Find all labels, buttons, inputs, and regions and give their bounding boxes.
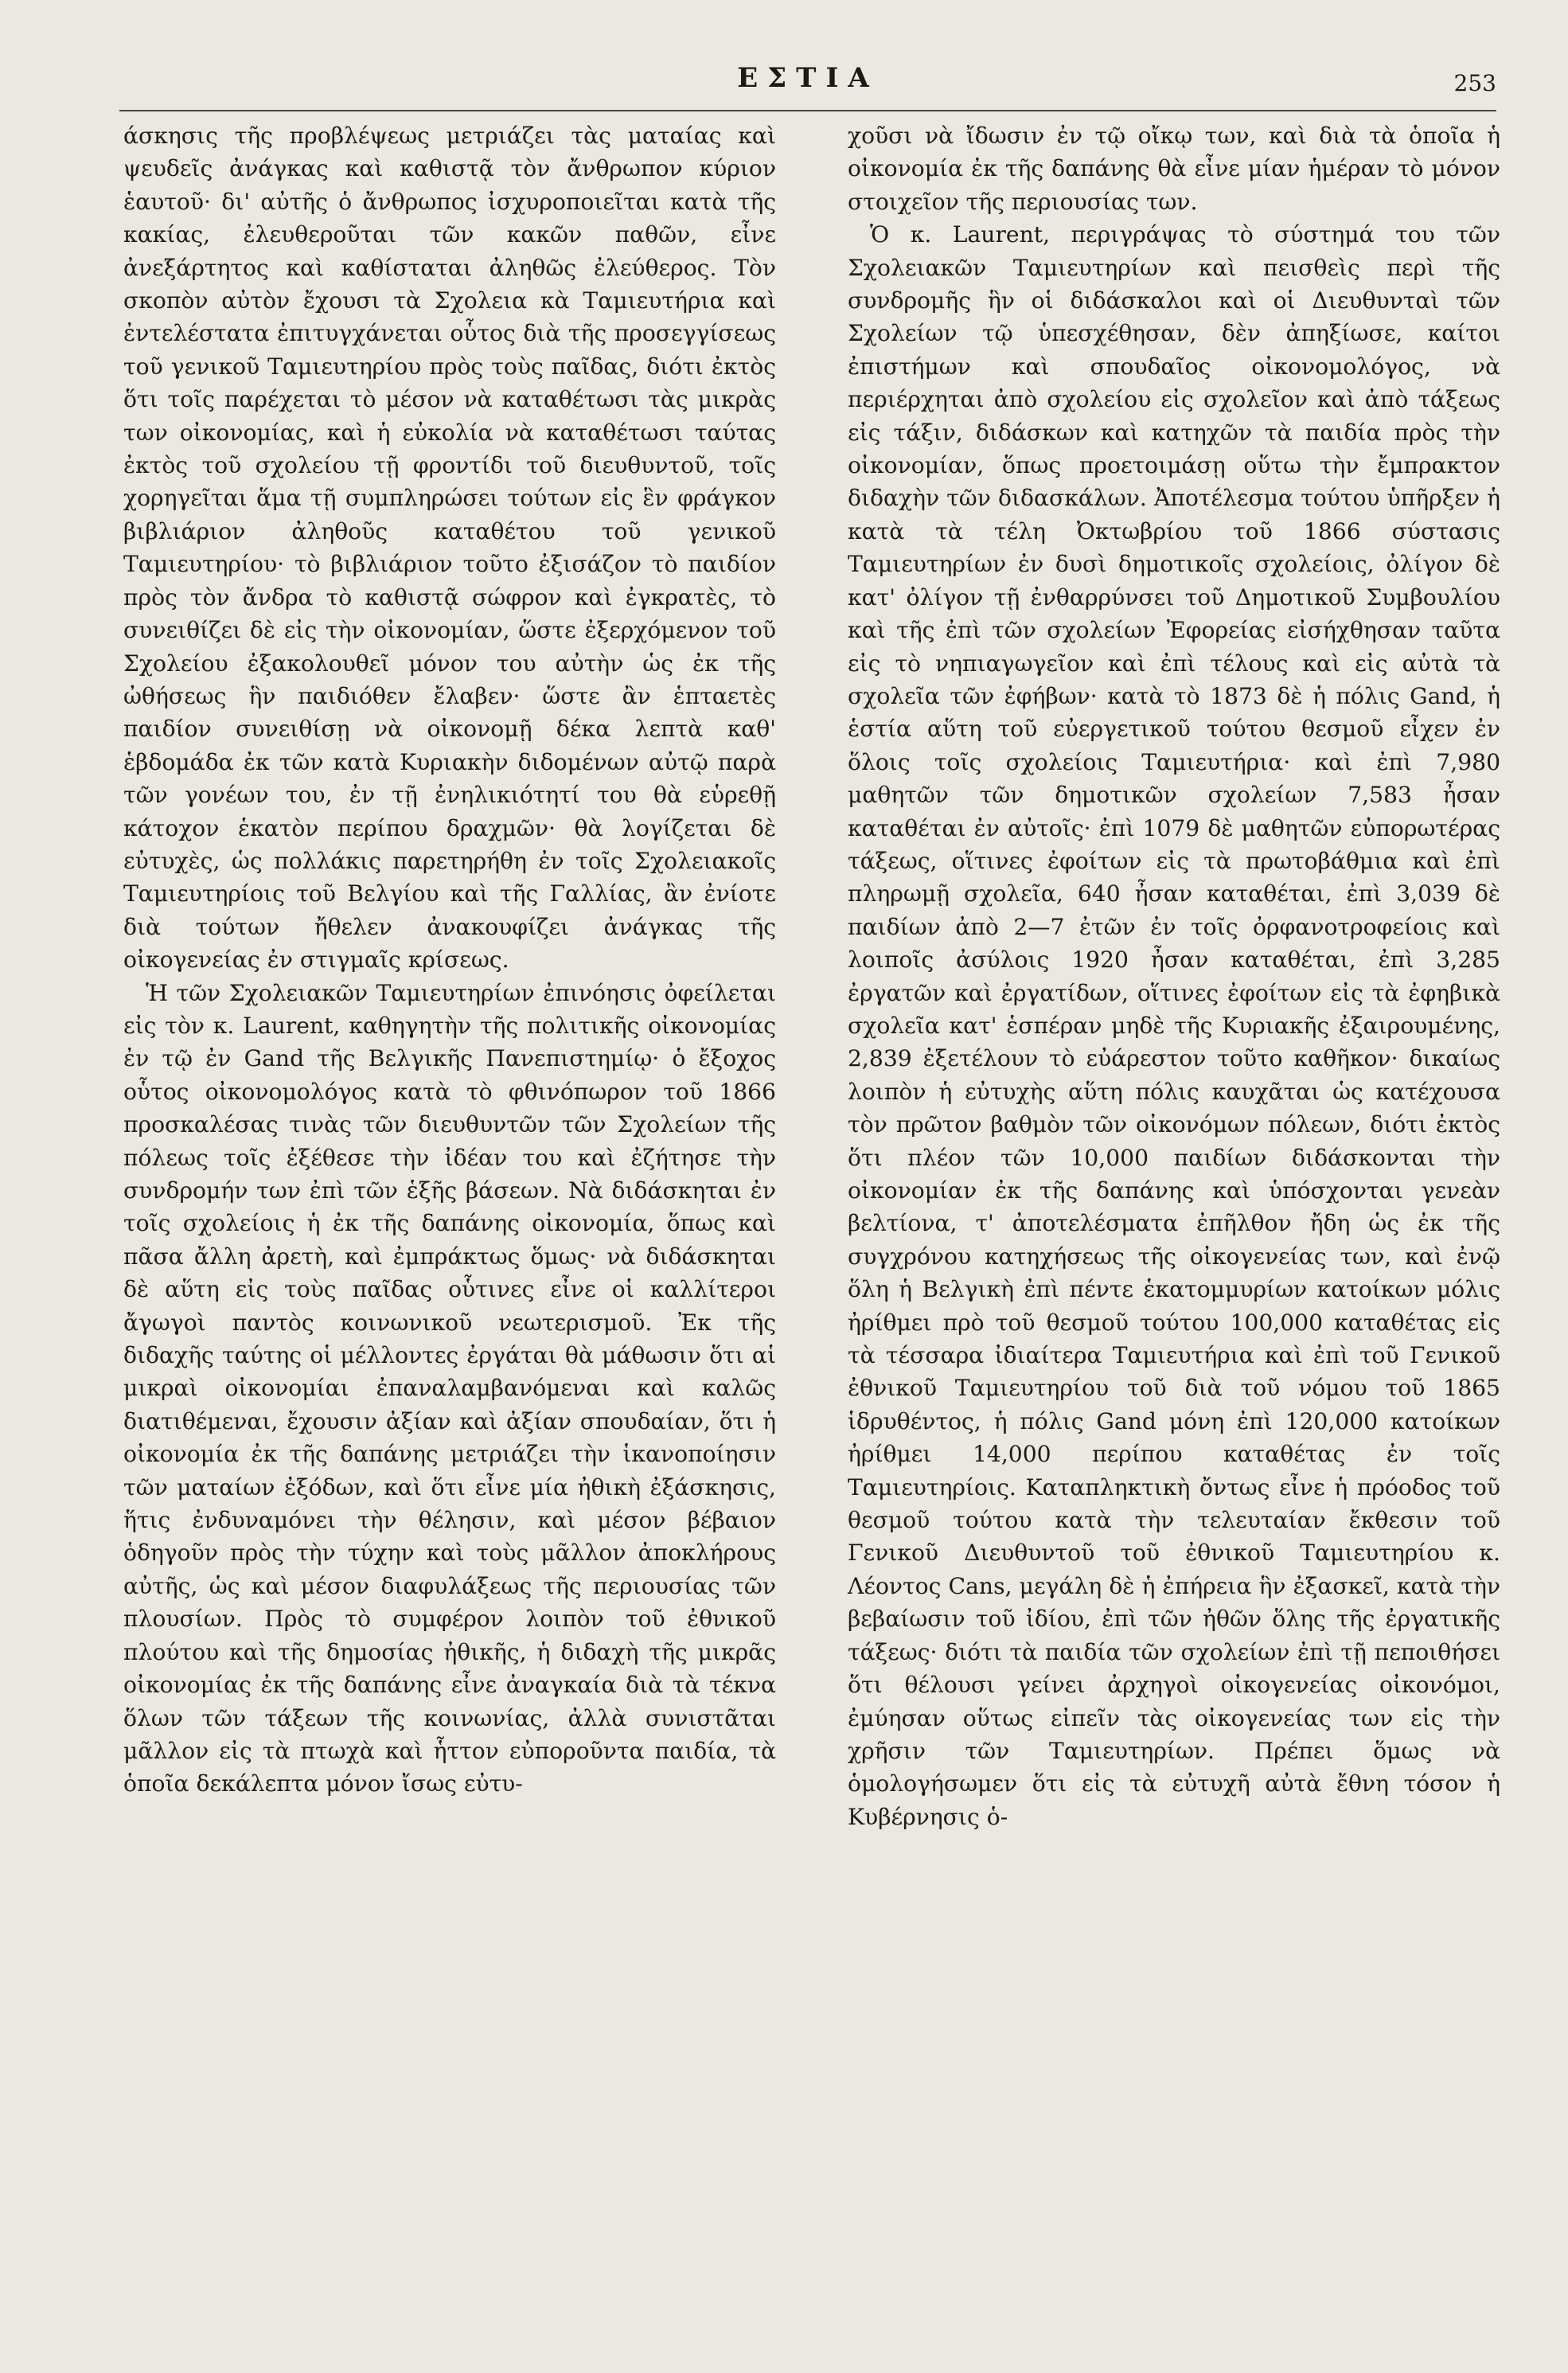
page-number: 253	[1453, 70, 1496, 96]
header-rule	[119, 110, 1496, 111]
page-header	[119, 56, 1496, 111]
left-paragraph-1: άσκησις τῆς προβλέψεως μετριάζει τὰς ματαίας καὶ ψευδεῖς ἀνάγκας καὶ καθιστᾷ τὸν ἄνθρωπον κύριον ἑαυτοῦ· δι' αὐτῆς ὁ ἄνθρωπος ἰσχυροποιεῖται κατὰ τῆς κακίας, ἐλευθεροῦται τῶν κακῶν παθῶν, εἶνε ἀνεξάρτητος καὶ καθίσταται ἀληθῶς ἐλεύθερος. Τὸν σκοπὸν αὐτὸν ἔχουσι τὰ Σχολεια κὰ Ταμιευτήρια καὶ ἐντελέστατα ἐπιτυγχάνεται οὗτος διὰ τῆς προσεγγίσεως τοῦ γενικοῦ Ταμιευτηρίου πρὸς τοὺς παῖδας, διότι ἐκτὸς ὅτι τοῖς παρέχεται τὸ μέσον νὰ καταθέτωσι τὰς μικρὰς των οἰκονομίας, καὶ ἡ εὐκολία νὰ καταθέτωσι ταύτας ἐκτὸς τοῦ σχολείου τῇ φροντίδι τοῦ διευθυντοῦ, τοῖς χορηγεῖται ἅμα τῇ συμπληρώσει τούτων εἰς ἓν φράγκον βιβλιάριον ἀληθοῦς καταθέτου τοῦ γενικοῦ Ταμιευτηρίου· τὸ βιβλιάριον τοῦτο ἐξισάζον τὸ παιδίον πρὸς τὸν ἄνδρα τὸ καθιστᾷ σώφρον καὶ ἐγκρατὲς, τὸ συνειθίζει δὲ εἰς τὴν οἰκονομίαν, ὥστε ἐξερχόμενον τοῦ Σχολείου ἐξακολουθεῖ μόνον του αὐτὴν ὡς ἐκ τῆς ὠθήσεως ἣν παιδιόθεν ἔλαβεν· ὥστε ἂν ἑπταετὲς παιδίον συνειθίσῃ νὰ οἰκονομῇ δέκα λεπτὰ καθ' ἑβδομάδα ἐκ τῶν κατὰ Κυριακὴν διδομένων αὐτῷ παρὰ τῶν γονέων του, ἐν τῇ ἐνηλικιότητί του θὰ εὑρεθῇ κάτοχον ἑκατὸν περίπου δραχμῶν· θὰ λογίζεται δὲ εὐτυχὲς, ὡς πολλάκις παρετηρήθη ἐν τοῖς Σχολειακοῖς Ταμιευτηρίοις τοῦ Βελγίου καὶ τῆς Γαλλίας, ἂν ἐνίοτε διὰ τούτων ἤθελεν ἀνακουφίζει ἀνάγκας τῆς οἰκογενείας ἐν στιγμαῖς κρίσεως.	[123, 123, 776, 974]
journal-title: ΕΣΤΙΑ	[737, 62, 879, 94]
right-paragraph-2: Ὁ κ. Laurent, περιγράψας τὸ σύστημά του τῶν Σχολειακῶν Ταμιευτηρίων καὶ πεισθεὶς περὶ τῆς συνδρομῆς ἣν οἱ διδάσκαλοι καὶ οἱ Διευθυνταὶ τῶν Σχολείων τῷ ὑπεσχέθησαν, δὲν ἀπηξίωσε, καίτοι ἐπιστήμων καὶ σπουδαῖος οἰκονομολόγος, νὰ περιέρχηται ἀπὸ σχολείου εἰς σχολεῖον καὶ ἀπὸ τάξεως εἰς τάξιν, διδάσκων καὶ κατηχῶν τὰ παιδία πρὸς τὴν οἰκονομίαν, ὅπως προετοιμάσῃ οὕτω τὴν ἔμπρακτον διδαχὴν τῶν διδασκάλων. Ἀποτέλεσμα τούτου ὑπῆρξεν ἡ κατὰ τὰ τέλη Ὀκτωβρίου τοῦ 1866 σύστασις Ταμιευτηρίων ἐν δυσὶ δημοτικοῖς σχολείοις, ὀλίγον δὲ κατ' ὀλίγον τῇ ἐνθαρρύνσει τοῦ Δημοτικοῦ Συμβουλίου καὶ τῆς ἐπὶ τῶν σχολείων Ἐφορείας εἰσήχθησαν ταῦτα εἰς τὸ νηπιαγωγεῖον καὶ ἐπὶ τέλους καὶ εἰς αὐτὰ τὰ σχολεῖα τῶν ἐφήβων· κατὰ τὸ 1873 δὲ ἡ πόλις Gand, ἡ ἑστία αὕτη τοῦ εὐεργετικοῦ τούτου θεσμοῦ εἶχεν ἐν ὅλοις τοῖς σχολείοις Ταμιευτήρια· καὶ ἐπὶ 7,980 μαθητῶν τῶν δημοτικῶν σχολείων 7,583 ἦσαν καταθέται ἐν αὐτοῖς· ἐπὶ 1079 δὲ μαθητῶν εὐπορωτέρας τάξεως, οἵτινες ἐφοίτων εἰς τὰ πρωτοβάθμια καὶ ἐπὶ πληρωμῇ σχολεῖα, 640 ἦσαν καταθέται, ἐπὶ 3,039 δὲ παιδίων ἀπὸ 2—7 ἐτῶν ἐν τοῖς ὀρφανοτροφείοις καὶ λοιποῖς ἀσύλοις 1920 ἦσαν καταθέται, ἐπὶ 3,285 ἐργατῶν καὶ ἐργατίδων, οἵτινες ἐφοίτων εἰς τὰ ἐφηβικὰ σχολεῖα κατ' ἑσπέραν μηδὲ τῆς Κυριακῆς ἐξαιρουμένης, 2,839 ἐξετέλουν τὸ εὐάρεστον τοῦτο καθῆκον· δικαίως λοιπὸν ἡ εὐτυχὴς αὕτη πόλις καυχᾶται ὡς κατέχουσα τὸν πρῶτον βαθμὸν τῶν οἰκονόμων πόλεων, διότι ἐκτὸς ὅτι πλέον τῶν 10,000 παιδίων διδάσκονται τὴν οἰκονομίαν ἐκ τῆς δαπάνης καὶ ὑπόσχονται γενεὰν βελτίονα, τ' ἀποτελέσματα ἐπῆλθον ἤδη ὡς ἐκ τῆς συγχρόνου κατηχήσεως τῆς οἰκογενείας των, καὶ ἐνῷ ὅλη ἡ Βελγικὴ ἐπὶ πέντε ἑκατομμυρίων κατοίκων μόλις ἠρίθμει πρὸ τοῦ θεσμοῦ τούτου 100,000 καταθέτας εἰς τὰ τέσσαρα ἰδιαίτερα Ταμιευτήρια καὶ ἐπὶ τοῦ Γενικοῦ ἐθνικοῦ Ταμιευτηρίου τοῦ διὰ τοῦ νόμου τοῦ 1865 ἱδρυθέντος, ἡ πόλις Gand μόνη ἐπὶ 120,000 κατοίκων ἠρίθμει 14,000 περίπου καταθέτας ἐν τοῖς Ταμιευτηρίοις. Καταπληκτικὴ ὄντως εἶνε ἡ πρόοδος τοῦ θεσμοῦ τούτου κατὰ τὴν τελευταίαν ἔκθεσιν τοῦ Γενικοῦ Διευθυντοῦ τοῦ ἐθνικοῦ Ταμιευτηρίου κ. Λέοντος Cans, μεγάλη δὲ ἡ ἐπήρεια ἣν ἐξασκεῖ, κατὰ τὴν βεβαίωσιν τοῦ ἰδίου, ἐπὶ τῶν ἠθῶν ὅλης τῆς ἐργατικῆς τάξεως· διότι τὰ παιδία τῶν σχολείων ἐπὶ τῇ πεποιθήσει ὅτι θέλουσι γείνει ἀρχηγοὶ οἰκογενείας οἰκονόμοι, ἐμύησαν οὕτως εἰπεῖν τὰς οἰκογενείας των εἰς τὴν χρῆσιν τῶν Ταμιευτηρίων. Πρέπει ὅμως νὰ ὁμολογήσωμεν ὅτι εἰς τὰ εὐτυχῆ αὐτὰ ἔθνη τόσον ἡ Κυβέρνησις ὁ-	[848, 221, 1500, 1830]
left-column	[123, 119, 776, 1801]
right-column	[848, 119, 1500, 1833]
right-paragraph-1: χοῦσι νὰ ἴδωσιν ἐν τῷ οἴκῳ των, καὶ διὰ τὰ ὁποῖα ἡ οἰκονομία ἐκ τῆς δαπάνης θὰ εἶνε μίαν ἡμέραν τὸ μόνον στοιχεῖον τῆς περιουσίας των.	[848, 123, 1500, 215]
left-paragraph-2: Ἡ τῶν Σχολειακῶν Ταμιευτηρίων ἐπινόησις ὀφείλεται εἰς τὸν κ. Laurent, καθηγητὴν τῆς πολιτικῆς οἰκονομίας ἐν τῷ ἐν Gand τῆς Βελγικῆς Πανεπιστημίῳ· ὁ ἔξοχος οὗτος οἰκονομολόγος κατὰ τὸ φθινόπωρον τοῦ 1866 προσκαλέσας τινὰς τῶν διευθυντῶν τῶν Σχολείων τῆς πόλεως τοῖς ἐξέθεσε τὴν ἰδέαν του καὶ ἐζήτησε τὴν συνδρομήν των ἐπὶ τῶν ἑξῆς βάσεων. Νὰ διδάσκηται ἐν τοῖς σχολείοις ἡ ἐκ τῆς δαπάνης οἰκονομία, ὅπως καὶ πᾶσα ἄλλη ἀρετὴ, καὶ ἐμπράκτως ὅμως· νὰ διδάσκηται δὲ αὕτη εἰς τοὺς παῖδας οὗτινες εἶνε οἱ καλλίτεροι ἄγωγοὶ παντὸς κοινωνικοῦ νεωτερισμοῦ. Ἐκ τῆς διδαχῆς ταύτης οἱ μέλλοντες ἐργάται θὰ μάθωσιν ὅτι αἱ μικραὶ οἰκονομίαι ἐπαναλαμβανόμεναι καὶ καλῶς διατιθέμεναι, ἔχουσιν ἀξίαν καὶ ἀξίαν σπουδαίαν, ὅτι ἡ οἰκονομία ἐκ τῆς δαπάνης μετριάζει τὴν ἱκανοποίησιν τῶν ματαίων ἐξόδων, καὶ ὅτι εἶνε μία ἠθικὴ ἐξάσκησις, ἥτις ἐνδυναμόνει τὴν θέλησιν, καὶ μέσον βέβαιον ὁδηγοῦν πρὸς τὴν τύχην καὶ τοὺς μᾶλλον ἀποκλήρους αὐτῆς, ὡς καὶ μέσον διαφυλάξεως τῆς περιουσίας τῶν πλουσίων. Πρὸς τὸ συμφέρον λοιπὸν τοῦ ἐθνικοῦ πλούτου καὶ τῆς δημοσίας ἠθικῆς, ἡ διδαχὴ τῆς μικρᾶς οἰκονομίας ἐκ τῆς δαπάνης εἶνε ἀναγκαία διὰ τὰ τέκνα ὅλων τῶν τάξεων τῆς κοινωνίας, ἀλλὰ συνιστᾶται μᾶλλον εἰς τὰ πτωχὰ καὶ ἧττον εὐποροῦντα παιδία, τὰ ὁποῖα δεκάλεπτα μόνον ἴσως εὐτυ-	[123, 979, 776, 1797]
